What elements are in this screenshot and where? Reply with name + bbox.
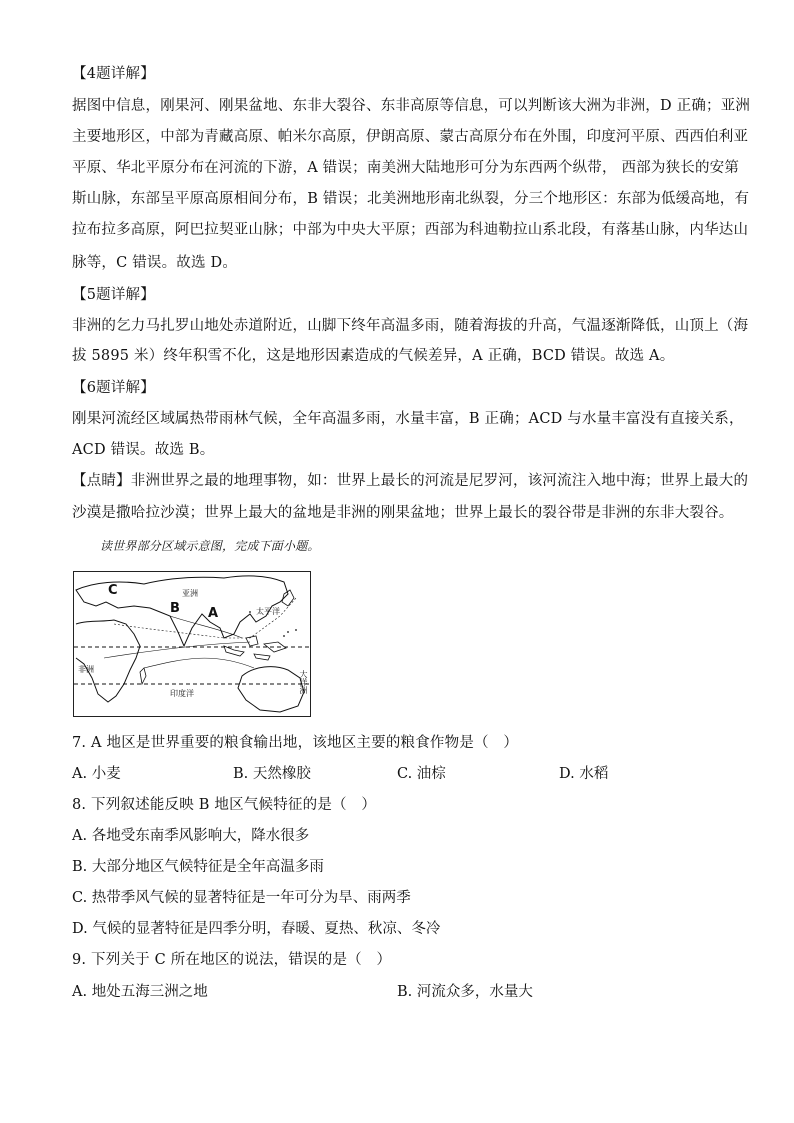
map-letter-a: A [208, 606, 219, 621]
section-4-line-4: 斯山脉，东部呈平原高原相间分布，B 错误；北美洲地形南北纵裂，分三个地形区：东部为低缓高地，有 [72, 191, 750, 207]
section-6-line-2: ACD 错误。故选 B。 [72, 442, 215, 458]
question-7-stem: 7. A 地区是世界重要的粮食输出地，该地区主要的粮食作物是（ ） [72, 735, 519, 751]
question-7-option-c[interactable]: C. 油棕 [397, 766, 446, 782]
map-label-asia: 亚洲 [182, 589, 198, 598]
section-6-header: 【6题详解】 [72, 380, 155, 396]
question-7-option-b[interactable]: B. 天然橡胶 [233, 766, 311, 782]
question-8-option-c[interactable]: C. 热带季风气候的显著特征是一年可分为旱、雨两季 [72, 890, 411, 906]
question-intro: 读世界部分区域示意图，完成下面小题。 [100, 539, 320, 553]
section-4-line-3: 平原、华北平原分布在河流的下游，A 错误；南美洲大陆地形可分为东西两个纵带， 西部为狭长的安第 [72, 160, 740, 176]
dianjing-line-2: 沙漠是撒哈拉沙漠；世界上最大的盆地是非洲的刚果盆地；世界上最长的裂谷带是非洲的东非大裂谷。 [72, 505, 734, 521]
question-9-option-a[interactable]: A. 地处五海三洲之地 [72, 984, 208, 1000]
question-9-stem: 9. 下列关于 C 所在地区的说法，错误的是（ ） [72, 952, 392, 968]
world-region-map [73, 571, 311, 717]
map-label-indian-ocean: 印度洋 [170, 689, 194, 698]
question-7-option-a[interactable]: A. 小麦 [72, 766, 121, 782]
question-8-option-a[interactable]: A. 各地受东南季风影响大，降水很多 [72, 828, 310, 844]
map-label-oceania: 大洋洲 [299, 670, 308, 694]
section-4-line-1: 据图中信息，刚果河、刚果盆地、东非大裂谷、东非高原等信息，可以判断该大洲为非洲，D 正确；亚洲 [72, 98, 751, 114]
dianjing-line-1: 【点睛】非洲世界之最的地理事物，如：世界上最长的河流是尼罗河，该河流注入地中海；世界上最大的 [72, 473, 749, 489]
map-label-africa: 非洲 [78, 665, 94, 674]
section-4-line-2: 主要地形区，中部为青藏高原、帕米尔高原，伊朗高原、蒙古高原分布在外围，印度河平原、西西伯利亚 [72, 129, 749, 145]
section-5-header: 【5题详解】 [72, 287, 155, 303]
question-8-stem: 8. 下列叙述能反映 B 地区气候特征的是（ ） [72, 797, 377, 813]
section-4-header: 【4题详解】 [72, 66, 155, 82]
section-6-line-1: 刚果河流经区域属热带雨林气候，全年高温多雨，水量丰富，B 正确；ACD 与水量丰富没有直接关系， [72, 411, 744, 427]
section-5-line-2: 拔 5895 米）终年积雪不化，这是地形因素造成的气候差异，A 正确，BCD 错误。故选 A。 [72, 348, 675, 364]
map-letter-c: C [108, 583, 118, 598]
map-letter-b: B [170, 601, 180, 616]
map-label-pacific: 太平洋 [256, 607, 280, 616]
question-7-option-d[interactable]: D. 水稻 [559, 766, 609, 782]
section-4-line-6: 脉等，C 错误。故选 D。 [72, 255, 238, 271]
question-8-option-d[interactable]: D. 气候的显著特征是四季分明，春暖、夏热、秋凉、冬冷 [72, 921, 441, 937]
question-9-option-b[interactable]: B. 河流众多，水量大 [397, 984, 533, 1000]
section-4-line-5: 拉布拉多高原，阿巴拉契亚山脉；中部为中央大平原；西部为科迪勒拉山系北段，有落基山脉，内华达山 [72, 222, 749, 238]
question-8-option-b[interactable]: B. 大部分地区气候特征是全年高温多雨 [72, 859, 324, 875]
section-5-line-1: 非洲的乞力马扎罗山地处赤道附近，山脚下终年高温多雨，随着海拔的升高，气温逐渐降低，山顶上（海 [72, 318, 749, 334]
